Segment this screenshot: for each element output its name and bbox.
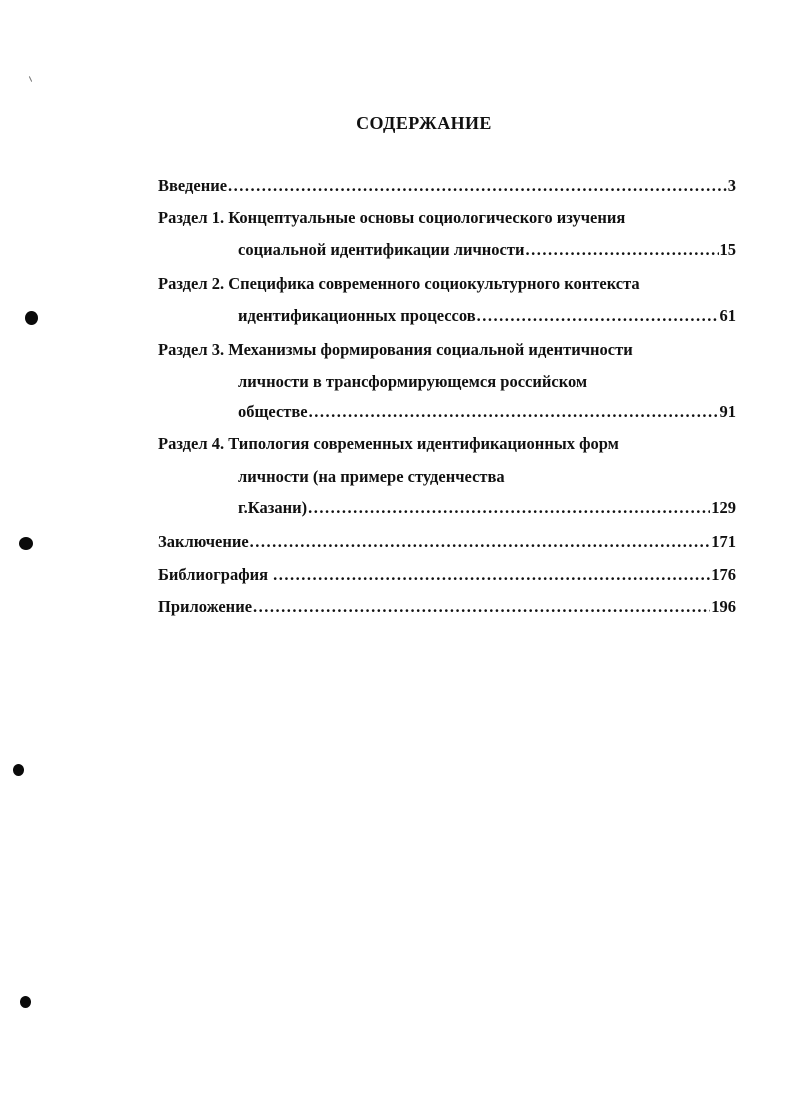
- toc-page-number: 176: [711, 565, 736, 584]
- toc-entry-section2: [238, 302, 736, 330]
- toc-label: Раздел 1. Концептуальные основы социологического изучения: [158, 208, 626, 227]
- toc-entry-conclusion: [158, 528, 736, 556]
- toc-label: Приложение: [158, 597, 253, 616]
- toc-page-number: 3: [727, 176, 736, 195]
- toc-label: Раздел 2. Специфика современного социокультурного контекста: [158, 274, 640, 293]
- toc-page-number: 61: [719, 306, 736, 325]
- toc-label: Введение: [158, 176, 228, 195]
- toc-label: Библиография: [158, 565, 273, 584]
- toc-page-number: 171: [711, 532, 736, 551]
- toc-leader-dots: [308, 494, 710, 522]
- toc-entry-intro: [158, 172, 736, 200]
- toc-leader-dots: [253, 593, 710, 621]
- toc-entry-section3-line2: [238, 368, 736, 396]
- toc-entry-section3: [238, 398, 736, 426]
- punch-hole-1: [25, 311, 38, 325]
- toc-entry-section2-heading: [158, 270, 736, 298]
- toc-label: г.Казани): [238, 498, 308, 517]
- toc-entry-section4-heading: [158, 430, 736, 458]
- page-title: СОДЕРЖАНИЕ: [356, 113, 492, 133]
- toc-leader-dots: [309, 398, 719, 426]
- punch-hole-4: [20, 996, 31, 1008]
- toc-entry-section4-line2: [238, 463, 736, 491]
- toc-page-number: 196: [711, 597, 736, 616]
- toc-label: Заключение: [158, 532, 249, 551]
- toc-page-number: 91: [719, 402, 736, 421]
- toc-leader-dots: [477, 302, 719, 330]
- toc-leader-dots: [250, 528, 711, 556]
- toc-leader-dots: [273, 561, 710, 589]
- toc-entry-section4: [238, 494, 736, 522]
- toc-label: личности (на примере студенчества: [238, 467, 505, 486]
- scan-speck: [29, 76, 32, 82]
- toc-label: обществе: [238, 402, 308, 421]
- toc-label: Раздел 4. Типология современных идентификационных форм: [158, 434, 619, 453]
- punch-hole-2: [19, 537, 33, 550]
- toc-entry-section1-heading: [158, 204, 736, 232]
- toc-label: социальной идентификации личности: [238, 240, 525, 259]
- toc-page-number: 129: [711, 498, 736, 517]
- toc-entry-bibliography: [158, 561, 736, 589]
- toc-leader-dots: [526, 236, 719, 264]
- toc-label: личности в трансформирующемся российском: [238, 372, 588, 391]
- toc-entry-appendix: [158, 593, 736, 621]
- toc-label: Раздел 3. Механизмы формирования социальной идентичности: [158, 340, 633, 359]
- toc-page-number: 15: [719, 240, 736, 259]
- toc-entry-section1: [238, 236, 736, 264]
- toc-entry-section3-heading: [158, 336, 736, 364]
- toc-label: идентификационных процессов: [238, 306, 476, 325]
- punch-hole-3: [13, 764, 24, 776]
- toc-leader-dots: [228, 172, 727, 200]
